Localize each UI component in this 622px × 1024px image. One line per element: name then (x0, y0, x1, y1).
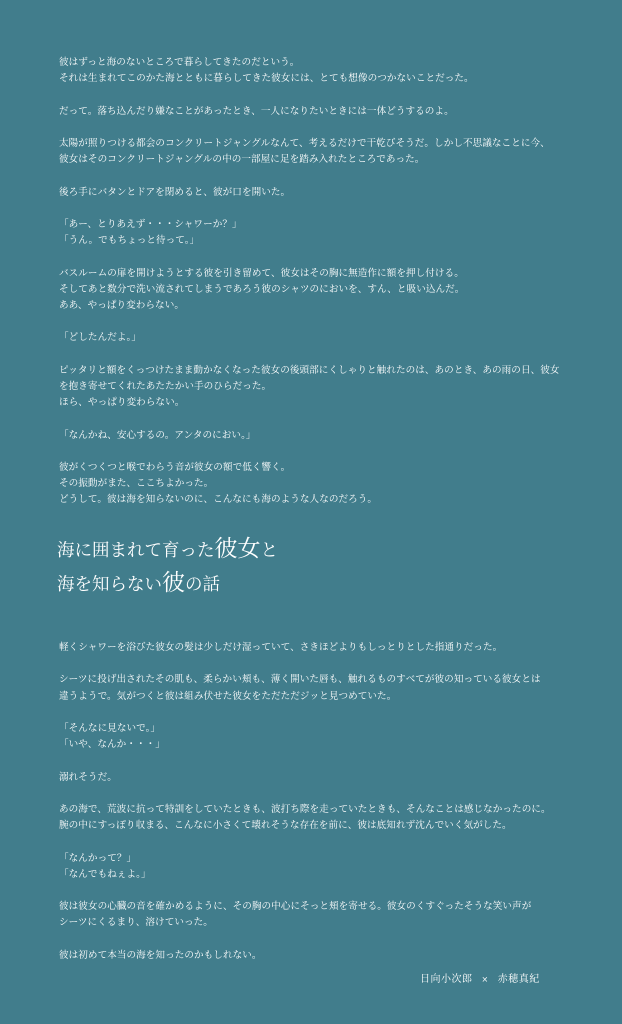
paragraph-gap (59, 120, 560, 136)
paragraph-gap (59, 201, 560, 217)
story-line: 「なんでもねぇよ。」 (59, 868, 151, 880)
story-line: 後ろ手にバタンとドアを閉めると、彼が口を開いた。 (59, 186, 291, 198)
story-line: ほら、やっぱり変わらない。 (59, 397, 185, 409)
headline-segment: 海を知らない (57, 575, 162, 595)
story-line: 溺れそうだ。 (59, 771, 117, 783)
story-line: 彼女はそのコンクリートジャングルの中の一部屋に足を踏み入れたところであった。 (59, 154, 425, 166)
credit-separator: × (481, 975, 489, 984)
paragraph-gap (59, 314, 560, 330)
story-line: 太陽が照りつける都会のコンクリートジャングルなんて、考えるだけで干乾びそうだ。しかし不思議なことに今、 (59, 137, 550, 149)
paragraph-gap (59, 411, 560, 427)
credits (420, 973, 540, 987)
paragraph-gap (59, 883, 551, 899)
paragraph-gap (59, 444, 560, 460)
paragraph-gap (59, 347, 560, 363)
story-line: そしてあと数分で洗い流されてしまうであろう彼のシャツのにおいを、すん、と吸い込んだ。 (59, 283, 465, 295)
paragraph-gap (59, 932, 551, 948)
story-line: 「なんかね、安心するの。アンタのにおい。」 (59, 429, 256, 441)
story-line: 彼は初めて本当の海を知ったのかもしれない。 (59, 949, 262, 961)
story-line: を抱き寄せてくれたあたたかい手のひらだった。 (59, 380, 272, 392)
headline-segment: 海に囲まれて育った (57, 541, 215, 561)
paragraph-gap (59, 168, 560, 184)
story-line: だって。落ち込んだり嫌なことがあったとき、一人になりたいときには一体どうするのよ。 (59, 105, 454, 117)
story-line: シーツに投げ出されたその肌も、柔らかい頬も、薄く開いた唇も、触れるものすべてが彼の知っている彼女とは (59, 674, 541, 686)
story-line: どうして。彼は海を知らないのに、こんなにも海のような人なのだろう。 (59, 494, 378, 506)
paragraph-gap (59, 249, 560, 265)
story-line: 軽くシャワーを浴びた彼女の髪は少しだけ湿っていて、さきほどよりもしっとりとした指通りだった。 (59, 642, 503, 653)
story-section-2 (59, 640, 551, 964)
headline-segment: 彼女 (214, 536, 261, 562)
headline-line-1 (57, 528, 278, 562)
paragraph-gap (59, 786, 551, 802)
story-line: それは生まれてこのかた海とともに暮らしてきた彼女には、とても想像のつかないことだった。 (59, 73, 474, 85)
story-line: 彼がくつくつと喉でわらう音が彼女の額で低く響く。 (59, 461, 291, 473)
story-line: ああ、やっぱり変わらない。 (59, 299, 184, 311)
story-line: 「あー、とりあえず・・・シャワーか？」 (59, 218, 242, 230)
story-line: 「どしたんだよ。」 (59, 332, 141, 344)
headline-segment: 彼 (162, 570, 185, 596)
paragraph-gap (59, 656, 551, 672)
credit-left-name: 日向小次郎 (420, 974, 473, 985)
headline (57, 528, 278, 596)
story-line: ピッタリと額をくっつけたまま動かなくなった彼女の後頭部にくしゃりと触れたのは、あのとき、あの雨の日、彼女 (59, 364, 560, 376)
headline-segment: と (260, 541, 278, 561)
headline-line-2 (57, 562, 278, 596)
story-line: あの海で、荒波に抗って特訓をしていたときも、波打ち際を走っていたときも、そんなことは感じなかったのに。 (59, 803, 551, 815)
story-line: 腕の中にすっぽり収まる、こんなに小さくて壊れそうな存在を前に、彼は底知れず沈んでいく気がした。 (59, 820, 512, 832)
paragraph-gap (59, 705, 551, 721)
story-line: 彼は彼女の心臓の音を確かめるように、その胸の中心にそっと頬を寄せる。彼女のくすぐったそうな笑い声が (59, 901, 532, 913)
paragraph-gap (59, 87, 560, 103)
story-line: シーツにくるまり、溶けていった。 (59, 917, 213, 929)
story-section-1 (59, 55, 560, 509)
story-line: その振動がまた、ここちよかった。 (59, 478, 214, 490)
story-line: 「いや、なんか・・・」 (59, 739, 165, 751)
story-line: 違うようで。気がつくと彼は組み伏せた彼女をただただジッと見つめていた。 (59, 690, 397, 702)
credit-right-name: 赤穂真紀 (497, 974, 540, 985)
story-line: 彼はずっと海のないところで暮らしてきたのだという。 (59, 57, 300, 68)
story-line: 「うん。でもちょっと待って。」 (59, 235, 200, 247)
paragraph-gap (59, 753, 551, 769)
story-line: 「なんかって？」 (59, 852, 137, 864)
headline-segment: の話 (185, 575, 220, 595)
paragraph-gap (59, 834, 551, 850)
story-line: バスルームの扉を開けようとする彼を引き留めて、彼女はその胸に無造作に額を押し付ける。 (59, 267, 464, 279)
story-line: 「そんなに見ないで。」 (59, 722, 161, 734)
